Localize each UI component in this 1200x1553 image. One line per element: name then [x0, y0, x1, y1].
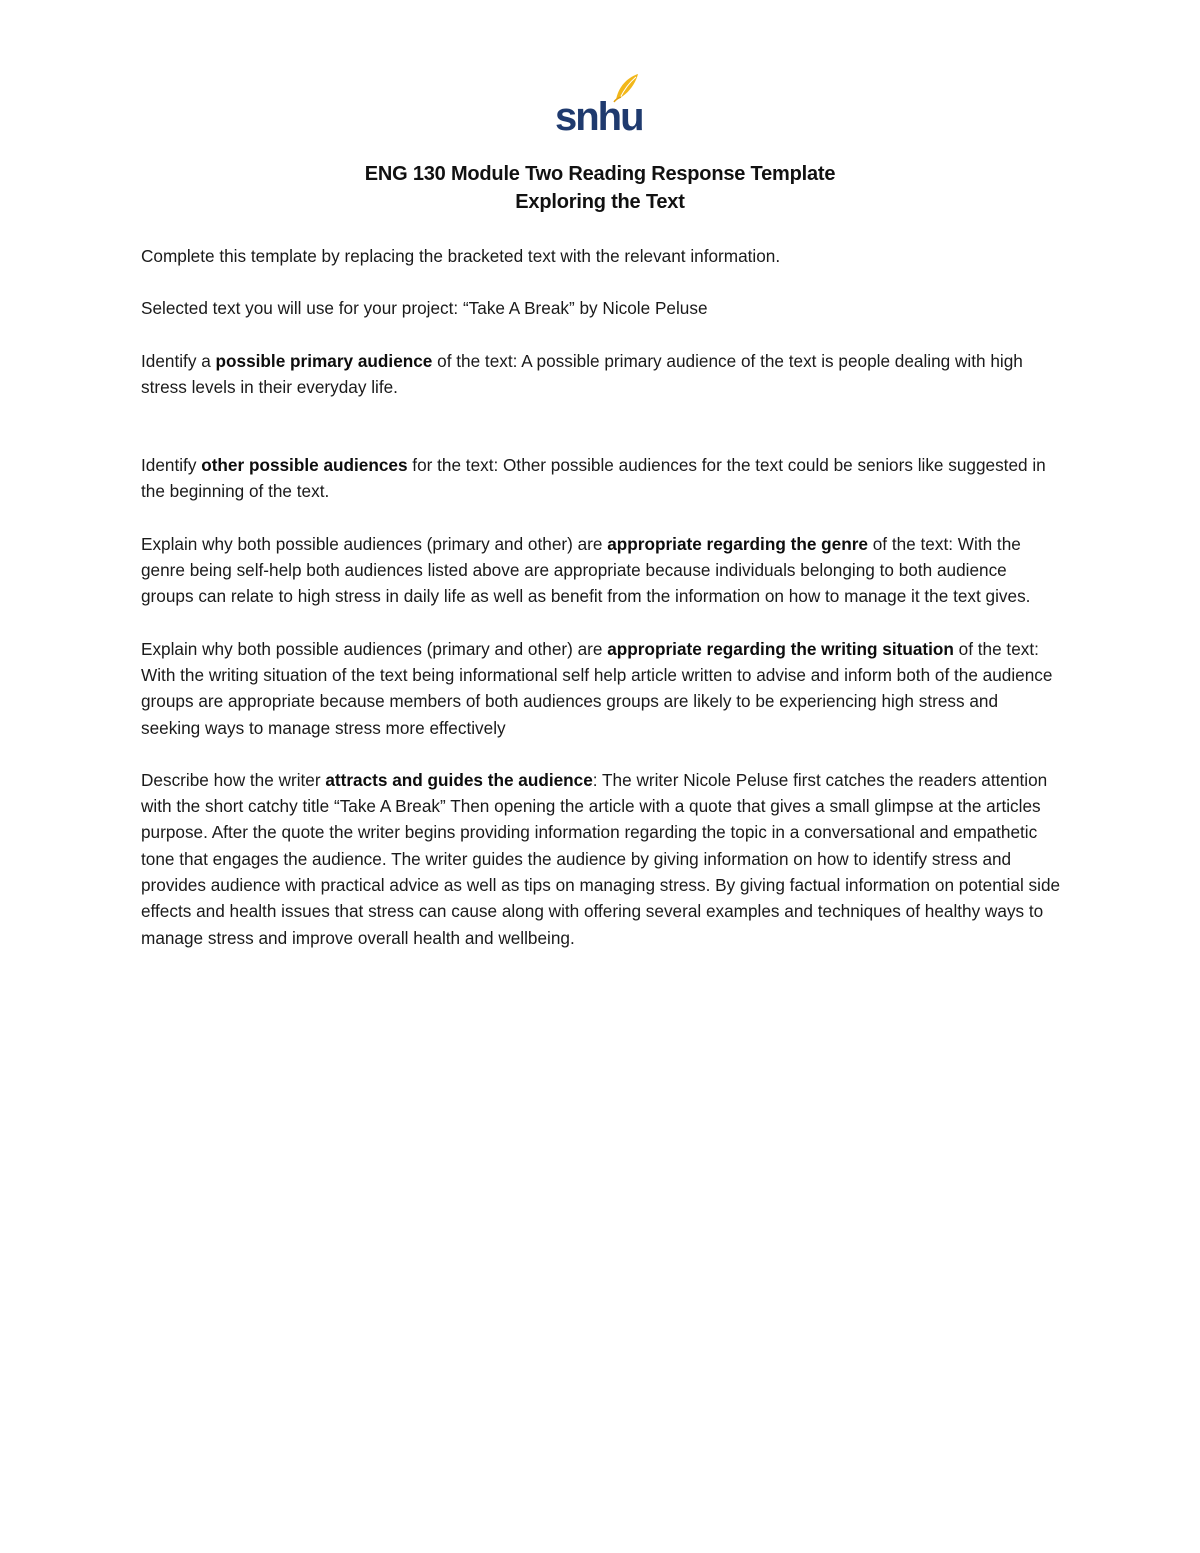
writing-situation-suffix: of the text: — [953, 638, 1039, 659]
primary-audience-emphasis: possible primary audience — [215, 350, 433, 371]
genre-prefix: Explain why both possible audiences (primary and other) are — [141, 533, 608, 554]
attracts-guides-emphasis: attracts and guides the audience — [325, 769, 593, 790]
writing-situation-prefix: Explain why both possible audiences (primary and other) are — [141, 638, 608, 659]
attracts-guides-answer: The writer Nicole Peluse first catches the readers attention with the short catchy title “Take A Break” Then opening the article with a quote that gives a small glimpse at the articles purpose. After the quote the writer begins providing information regarding the topic in a conversational and empathetic tone that engages the audience. The writer guides the audience by giving information on how to identify stress and provides audience with practical advice as well as tips on managing stress. By giving factual information on potential side effects and health issues that stress can cause along with offering several examples and techniques of healthy ways to manage stress and improve overall health and wellbeing. — [141, 769, 1061, 948]
primary-audience-suffix: of the text: — [432, 350, 522, 371]
snhu-logo — [554, 72, 644, 134]
primary-audience-answer: A possible primary audience of the text is people dealing with high stress levels in their everyday life. — [141, 350, 1023, 397]
other-audiences-answer: Other possible audiences for the text could be seniors like suggested in the beginning of the text. — [141, 455, 1046, 502]
document-subtitle: Exploring the Text — [515, 191, 685, 213]
primary-audience-prefix: Identify a — [141, 350, 216, 371]
other-audiences-suffix: for the text: — [407, 455, 504, 476]
other-audiences-emphasis: other possible audiences — [201, 455, 408, 476]
document-title: ENG 130 Module Two Reading Response Template — [364, 163, 836, 185]
selected-text-line — [141, 295, 1061, 321]
genre-answer: With the genre being self-help both audiences listed above are appropriate because individuals belonging to both audience groups can relate to high stress in daily life as well as benefit from the information on how to manage it the text gives. — [141, 533, 1031, 607]
attracts-guides-suffix: : — [592, 769, 603, 790]
document-title-block — [0, 160, 1200, 216]
writing-situation-answer: With the writing situation of the text being informational self help article written to advise and inform both of the audience groups are appropriate because members of both audiences groups are likely to be experiencing high stress and seeking ways to manage stress more effectively — [141, 664, 1053, 738]
primary-audience-section — [141, 348, 1061, 401]
writing-situation-section — [141, 636, 1061, 741]
genre-suffix: of the text: — [867, 533, 958, 554]
other-audiences-section — [141, 452, 1061, 505]
instructions: Complete this template by replacing the bracketed text with the relevant information. — [141, 246, 781, 266]
selected-text-value: “Take A Break” by Nicole Peluse — [462, 298, 708, 319]
attracts-guides-section — [141, 767, 1061, 951]
document-body — [141, 243, 1061, 951]
logo-wordmark: snhu — [555, 95, 643, 134]
writing-situation-emphasis: appropriate regarding the writing situation — [607, 638, 954, 659]
selected-text-label: Selected text you will use for your project: — [141, 298, 463, 319]
attracts-guides-prefix: Describe how the writer — [141, 769, 326, 790]
genre-emphasis: appropriate regarding the genre — [607, 533, 868, 554]
other-audiences-prefix: Identify — [141, 455, 202, 476]
genre-section — [141, 531, 1061, 610]
